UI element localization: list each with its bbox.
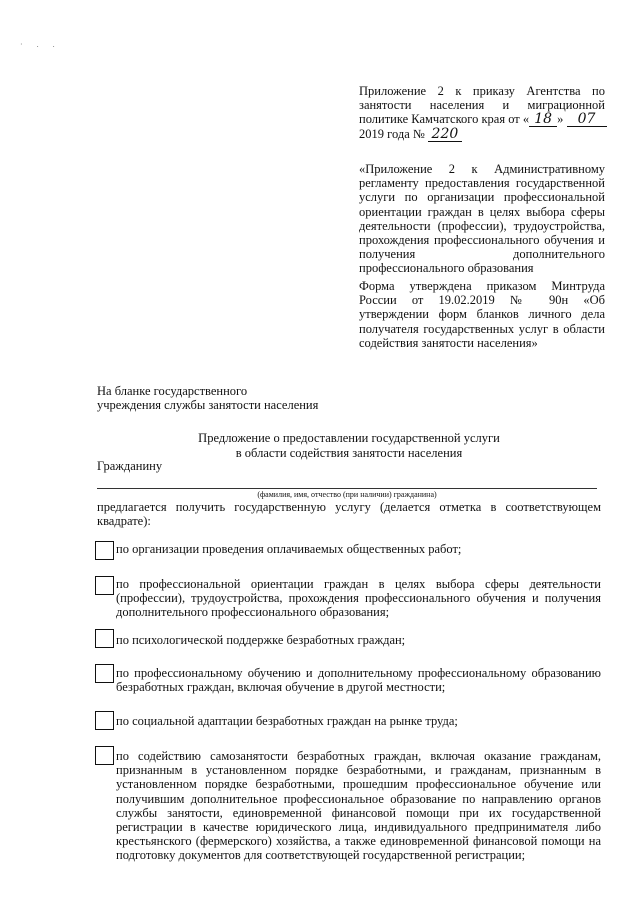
appendix-order-day: 18 [529, 112, 557, 127]
appendix-order-line2: занятости населения и миграционной [359, 98, 605, 113]
citizen-name-line [97, 488, 597, 489]
option-text: по содействию самозанятости безработных граждан, включая оказание гражданам, признанным в установленном порядке безработными, и гражданам, признанным в установленном порядке безработными, прошедшим профессиональное обучение или получившим дополнительное профессиональное образование по направлению органов службы занятости, единовременной финансовой помощи при их государственной регистрации в качестве юридического лица, индивидуального предпринимателя либо крестьянского (фермерского) хозяйства, а также единовременной финансовой помощи на подготовку документов для соответствующей государственной регистрации; [116, 749, 601, 863]
appendix-order-number-prefix: 2019 года № [359, 127, 425, 142]
appendix-order-line3 [359, 112, 605, 127]
citizen-name-field[interactable] [97, 475, 597, 489]
option-text: по социальной адаптации безработных граждан на рынке труда; [116, 714, 458, 728]
option-text: по организации проведения оплачиваемых общественных работ; [116, 542, 462, 556]
document-title-line1: Предложение о предоставлении государственной услуги [198, 431, 500, 445]
option-checkbox[interactable] [95, 711, 114, 730]
option-text: по психологической поддержке безработных граждан; [116, 633, 406, 647]
appendix-order-line1: Приложение 2 к приказу Агентства по [359, 84, 605, 98]
option-text: по профессиональному обучению и дополнительному профессиональному образованию безработных граждан, включая обучение в другой местности; [116, 666, 601, 695]
appendix-order-month: 07 [567, 112, 607, 127]
citizen-label: Гражданину [97, 459, 163, 473]
option-text: по профессиональной ориентации граждан в целях выбора сферы деятельности (профессии), трудоустройства, прохождения профессионального обучения и получения дополнительного профессионального образования; [116, 577, 601, 620]
appendix-order-date-quote: » [557, 112, 564, 127]
scan-marks: · . . [20, 40, 61, 49]
letterhead-line1: На бланке государственного [97, 384, 248, 398]
option-checkbox[interactable] [95, 576, 114, 595]
form-approved-note: Форма утверждена приказом Минтруда России от 19.02.2019 № 90н «Об утверждении форм бланков личного дела получателя государственных услуг в области содействия занятости населения» [359, 279, 605, 350]
document-title-line2: в области содействия занятости населения [235, 445, 463, 460]
letterhead [97, 384, 397, 412]
option-checkbox[interactable] [95, 541, 114, 560]
appendix-order-number: 220 [428, 127, 462, 142]
intro-text: предлагается получить государственную услугу (делается отметка в соответствующем квадрате): [97, 500, 601, 529]
option-checkbox[interactable] [95, 629, 114, 648]
appendix-order-date-prefix: политике Камчатского края от « [359, 112, 530, 127]
appendix-regulation: «Приложение 2 к Административному регламенту предоставления государственной услуги по организации профессиональной ориентации граждан в целях выбора сферы деятельности (профессии), трудоустройства, прохождения профессионального обучения и получения дополнительного профессионального образования [359, 162, 605, 276]
document-title [97, 431, 601, 460]
appendix-order-line4 [359, 127, 605, 142]
letterhead-line2: учреждения службы занятости населения [97, 398, 319, 413]
option-checkbox[interactable] [95, 664, 114, 683]
fio-hint: (фамилия, имя, отчество (при наличии) гражданина) [257, 490, 437, 499]
appendix-order [359, 84, 605, 142]
option-checkbox[interactable] [95, 746, 114, 765]
